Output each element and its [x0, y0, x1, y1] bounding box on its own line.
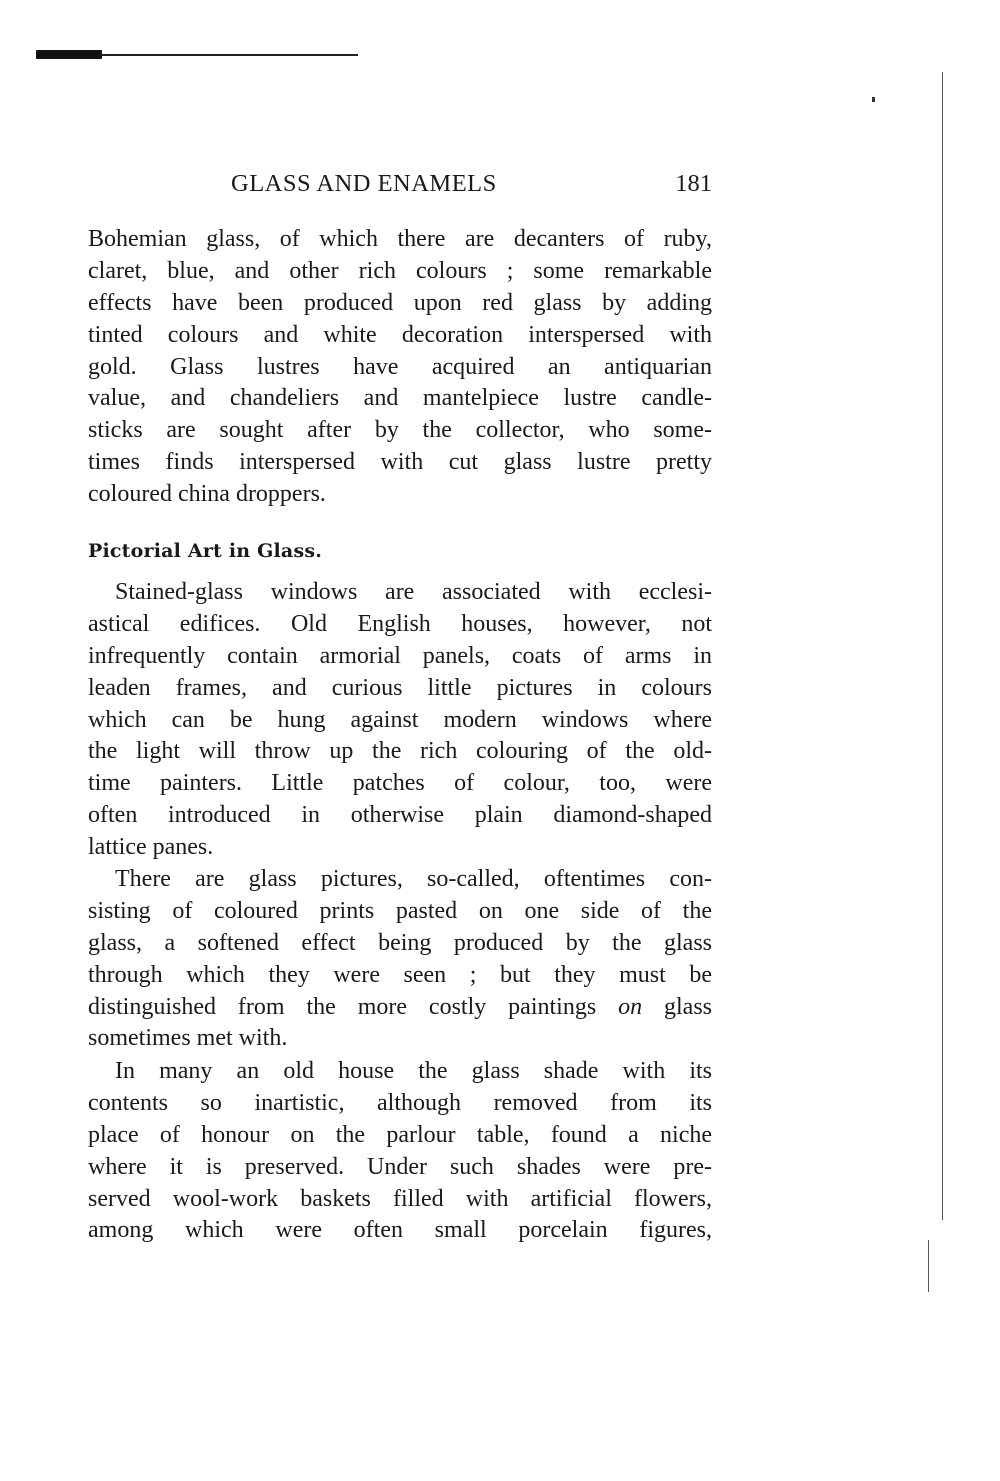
- scan-mark-dot: [872, 97, 875, 102]
- text-line: leaden frames, and curious little pictures in colours: [88, 674, 712, 701]
- running-head: [88, 170, 712, 204]
- text-line: There are glass pictures, so-called, oftentimes con-: [115, 866, 712, 892]
- text-line: through which they were seen ; but they must be: [88, 961, 712, 988]
- text-line: sometimes met with.: [88, 1025, 288, 1052]
- text-line: place of honour on the parlour table, found a niche: [88, 1121, 712, 1148]
- text-line: often introduced in otherwise plain diamond-shaped: [88, 802, 712, 829]
- paragraph-glass-pictures: [88, 864, 712, 1055]
- text-line: glass, a softened effect being produced by the glass: [88, 929, 712, 956]
- text-line: value, and chandeliers and mantelpiece lustre candle-: [88, 385, 712, 412]
- text-line: gold. Glass lustres have acquired an antiquarian: [88, 353, 712, 380]
- page-edge-line: [942, 72, 943, 1220]
- text-line: time painters. Little patches of colour, too, were: [88, 770, 712, 797]
- running-title: GLASS AND ENAMELS: [231, 170, 497, 197]
- text-line: tinted colours and white decoration interspersed with: [88, 321, 712, 348]
- text-line: among which were often small porcelain figures,: [88, 1217, 712, 1244]
- text-line: coloured china droppers.: [88, 481, 326, 508]
- text-line: where it is preserved. Under such shades were pre-: [88, 1153, 712, 1180]
- text-line: effects have been produced upon red glass by adding: [88, 289, 712, 316]
- continued-paragraph: [88, 224, 712, 511]
- text-line: [88, 992, 712, 1024]
- text-fragment: distinguished from the more costly paintings: [88, 993, 597, 1020]
- text-line: served wool-work baskets filled with artificial flowers,: [88, 1185, 712, 1212]
- text-line: Bohemian glass, of which there are decanters of ruby,: [88, 226, 712, 252]
- page-edge-line-lower: [928, 1240, 929, 1292]
- text-line: the light will throw up the rich colouring of the old-: [88, 738, 712, 765]
- page-number: 181: [675, 170, 712, 197]
- text-line: Stained-glass windows are associated with ecclesi-: [115, 579, 712, 605]
- text-line: infrequently contain armorial panels, coats of arms in: [88, 642, 712, 669]
- text-line: In many an old house the glass shade with its: [115, 1058, 712, 1084]
- text-fragment: glass: [664, 993, 713, 1020]
- paragraph-stained-glass: [88, 577, 712, 864]
- text-line: sisting of coloured prints pasted on one side of the: [88, 897, 712, 924]
- scan-mark-line: [100, 54, 358, 56]
- section-heading: Pictorial Art in Glass.: [88, 540, 323, 562]
- text-line: lattice panes.: [88, 834, 214, 861]
- text-line: sticks are sought after by the collector, who some-: [88, 417, 712, 444]
- text-line: which can be hung against modern windows where: [88, 706, 712, 733]
- text-line: contents so inartistic, although removed from its: [88, 1089, 712, 1116]
- paragraph-glass-shade: [88, 1056, 712, 1247]
- scan-mark-bar: [36, 50, 102, 59]
- text-line: times finds interspersed with cut glass lustre pretty: [88, 449, 712, 476]
- italic-word: on: [618, 993, 643, 1020]
- text-line: astical edifices. Old English houses, however, not: [88, 610, 712, 637]
- text-line: claret, blue, and other rich colours ; some remarkable: [88, 257, 712, 284]
